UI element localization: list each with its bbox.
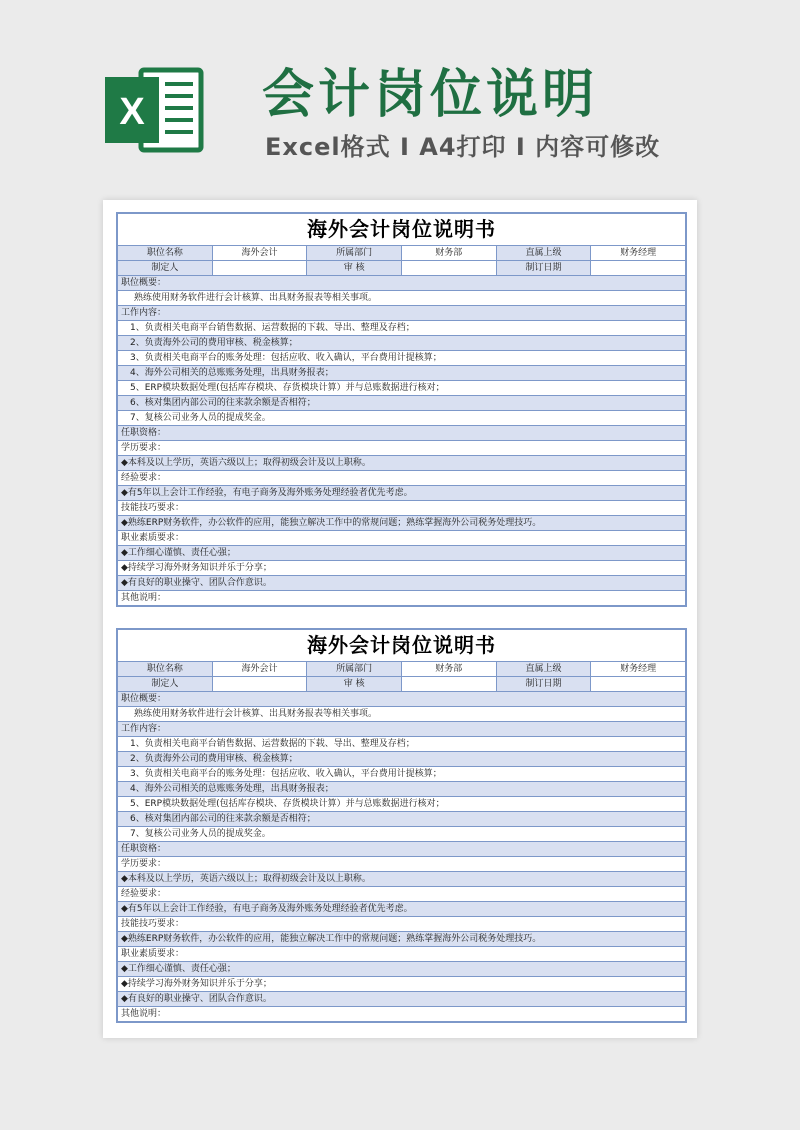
form-row <box>118 366 686 381</box>
excel-logo-icon <box>103 62 205 157</box>
svg-text:X: X <box>119 91 145 133</box>
form-row <box>118 516 686 531</box>
meta-label-cell: 直属上级 <box>496 246 591 261</box>
form-row-text[interactable]: ◆持续学习海外财务知识并乐于分享； <box>118 561 686 576</box>
form-row <box>118 977 686 992</box>
form-row <box>118 591 686 606</box>
document-sheet <box>103 200 697 1038</box>
job-description-form <box>116 628 687 1023</box>
form-row <box>118 812 686 827</box>
form-row <box>118 396 686 411</box>
form-row <box>118 321 686 336</box>
form-row-text[interactable]: ◆工作细心谨慎、责任心强； <box>118 546 686 561</box>
form-row <box>118 902 686 917</box>
form-row <box>118 276 686 291</box>
meta-label-cell: 制定人 <box>118 677 213 692</box>
form-row <box>118 1007 686 1022</box>
form-row-text[interactable]: 4、海外公司相关的总账账务处理，出具财务报表； <box>118 366 686 381</box>
meta-label-cell: 制定人 <box>118 261 213 276</box>
meta-label-cell: 审 核 <box>307 677 402 692</box>
form-row <box>118 782 686 797</box>
meta-value-cell[interactable] <box>401 261 496 276</box>
form-row-text[interactable]: 任职资格： <box>118 426 686 441</box>
form-row <box>118 722 686 737</box>
meta-value-cell[interactable] <box>212 677 307 692</box>
form-row <box>118 291 686 306</box>
form-row-text[interactable]: 学历要求： <box>118 857 686 872</box>
meta-label-cell: 直属上级 <box>496 662 591 677</box>
meta-label-cell: 职位名称 <box>118 246 213 261</box>
form-row-text[interactable]: 7、复核公司业务人员的提成奖金。 <box>118 827 686 842</box>
form-row <box>118 992 686 1007</box>
preview-header <box>0 0 800 195</box>
form-row-text[interactable]: 技能技巧要求： <box>118 501 686 516</box>
form-row <box>118 426 686 441</box>
form-row <box>118 692 686 707</box>
form-row-text[interactable]: 职位概要： <box>118 276 686 291</box>
form-row <box>118 351 686 366</box>
form-row-text[interactable]: 7、复核公司业务人员的提成奖金。 <box>118 411 686 426</box>
form-row-text[interactable]: 熟练使用财务软件进行会计核算、出具财务报表等相关事项。 <box>118 291 686 306</box>
page-subtitle: Excel格式 I A4打印 I 内容可修改 <box>265 133 661 161</box>
form-row <box>118 486 686 501</box>
meta-label-cell: 所属部门 <box>307 246 402 261</box>
form-row-text[interactable]: 1、负责相关电商平台销售数据、运营数据的下载、导出、整理及存档； <box>118 737 686 752</box>
form-row-text[interactable]: 职业素质要求： <box>118 947 686 962</box>
meta-label-cell: 所属部门 <box>307 662 402 677</box>
form-row <box>118 336 686 351</box>
form-row-text[interactable]: 其他说明： <box>118 1007 686 1022</box>
form-table <box>117 213 686 606</box>
form-row <box>118 857 686 872</box>
meta-value-cell[interactable]: 财务经理 <box>591 246 686 261</box>
form-row-text[interactable]: ◆本科及以上学历，英语六级以上；取得初级会计及以上职称。 <box>118 872 686 887</box>
form-title: 海外会计岗位说明书 <box>118 630 686 662</box>
form-row <box>118 561 686 576</box>
form-row <box>118 932 686 947</box>
form-row-text[interactable]: ◆有5年以上会计工作经验，有电子商务及海外账务处理经验者优先考虑。 <box>118 902 686 917</box>
form-row-text[interactable]: 3、负责相关电商平台的账务处理：包括应收、收入确认，平台费用计提核算； <box>118 351 686 366</box>
form-row <box>118 471 686 486</box>
form-row <box>118 872 686 887</box>
meta-value-cell[interactable]: 财务经理 <box>591 662 686 677</box>
page-title: 会计岗位说明 <box>262 65 599 125</box>
form-row-text[interactable]: 职业素质要求： <box>118 531 686 546</box>
form-meta-row <box>118 261 686 276</box>
form-row <box>118 501 686 516</box>
form-row-text[interactable]: ◆有良好的职业操守、团队合作意识。 <box>118 992 686 1007</box>
form-row <box>118 531 686 546</box>
meta-label-cell: 制订日期 <box>496 261 591 276</box>
meta-value-cell[interactable]: 财务部 <box>401 662 496 677</box>
form-table <box>117 629 686 1022</box>
form-row <box>118 456 686 471</box>
form-row-text[interactable]: 1、负责相关电商平台销售数据、运营数据的下载、导出、整理及存档； <box>118 321 686 336</box>
form-row-text[interactable]: ◆熟练ERP财务软件，办公软件的应用，能独立解决工作中的常规问题；熟练掌握海外公司税务处理技巧。 <box>118 516 686 531</box>
meta-label-cell: 审 核 <box>307 261 402 276</box>
form-row <box>118 752 686 767</box>
form-row <box>118 767 686 782</box>
form-row <box>118 962 686 977</box>
meta-label-cell: 制订日期 <box>496 677 591 692</box>
form-row-text[interactable]: 6、核对集团内部公司的往来款余额是否相符； <box>118 396 686 411</box>
form-row-text[interactable]: 职位概要： <box>118 692 686 707</box>
form-row-text[interactable]: 经验要求： <box>118 887 686 902</box>
form-row <box>118 546 686 561</box>
form-row <box>118 576 686 591</box>
form-row-text[interactable]: ◆熟练ERP财务软件，办公软件的应用，能独立解决工作中的常规问题；熟练掌握海外公司税务处理技巧。 <box>118 932 686 947</box>
form-row <box>118 411 686 426</box>
form-row <box>118 737 686 752</box>
form-row <box>118 947 686 962</box>
job-description-form <box>116 212 687 607</box>
meta-label-cell: 职位名称 <box>118 662 213 677</box>
form-row-text[interactable]: 任职资格： <box>118 842 686 857</box>
form-row-text[interactable]: ◆有良好的职业操守、团队合作意识。 <box>118 576 686 591</box>
form-row-text[interactable]: 3、负责相关电商平台的账务处理：包括应收、收入确认，平台费用计提核算； <box>118 767 686 782</box>
meta-value-cell[interactable]: 海外会计 <box>212 662 307 677</box>
form-row <box>118 887 686 902</box>
form-row <box>118 707 686 722</box>
form-meta-row <box>118 246 686 261</box>
meta-value-cell[interactable]: 财务部 <box>401 246 496 261</box>
form-meta-row <box>118 662 686 677</box>
form-row <box>118 441 686 456</box>
meta-value-cell[interactable] <box>212 261 307 276</box>
meta-value-cell[interactable]: 海外会计 <box>212 246 307 261</box>
form-row-text[interactable]: 其他说明： <box>118 591 686 606</box>
form-meta-row <box>118 677 686 692</box>
form-row <box>118 306 686 321</box>
form-row-text[interactable]: ◆持续学习海外财务知识并乐于分享； <box>118 977 686 992</box>
form-row <box>118 917 686 932</box>
form-row-text[interactable]: 4、海外公司相关的总账账务处理，出具财务报表； <box>118 782 686 797</box>
form-row-text[interactable]: ◆有5年以上会计工作经验，有电子商务及海外账务处理经验者优先考虑。 <box>118 486 686 501</box>
meta-value-cell[interactable] <box>591 261 686 276</box>
form-row-text[interactable]: 5、ERP模块数据处理(包括库存模块、存货模块计算）并与总账数据进行核对； <box>118 381 686 396</box>
form-row <box>118 827 686 842</box>
form-row-text[interactable]: 技能技巧要求： <box>118 917 686 932</box>
form-row-text[interactable]: 熟练使用财务软件进行会计核算、出具财务报表等相关事项。 <box>118 707 686 722</box>
form-row-text[interactable]: 学历要求： <box>118 441 686 456</box>
form-row-text[interactable]: 2、负责海外公司的费用审核、税金核算； <box>118 752 686 767</box>
form-row-text[interactable]: 2、负责海外公司的费用审核、税金核算； <box>118 336 686 351</box>
form-row <box>118 797 686 812</box>
form-row-text[interactable]: ◆本科及以上学历，英语六级以上；取得初级会计及以上职称。 <box>118 456 686 471</box>
form-title: 海外会计岗位说明书 <box>118 214 686 246</box>
form-row-text[interactable]: 工作内容： <box>118 722 686 737</box>
meta-value-cell[interactable] <box>401 677 496 692</box>
form-row <box>118 381 686 396</box>
form-row <box>118 842 686 857</box>
form-row-text[interactable]: 5、ERP模块数据处理(包括库存模块、存货模块计算）并与总账数据进行核对； <box>118 797 686 812</box>
form-row-text[interactable]: 6、核对集团内部公司的往来款余额是否相符； <box>118 812 686 827</box>
form-row-text[interactable]: 工作内容： <box>118 306 686 321</box>
meta-value-cell[interactable] <box>591 677 686 692</box>
form-row-text[interactable]: 经验要求： <box>118 471 686 486</box>
form-row-text[interactable]: ◆工作细心谨慎、责任心强； <box>118 962 686 977</box>
